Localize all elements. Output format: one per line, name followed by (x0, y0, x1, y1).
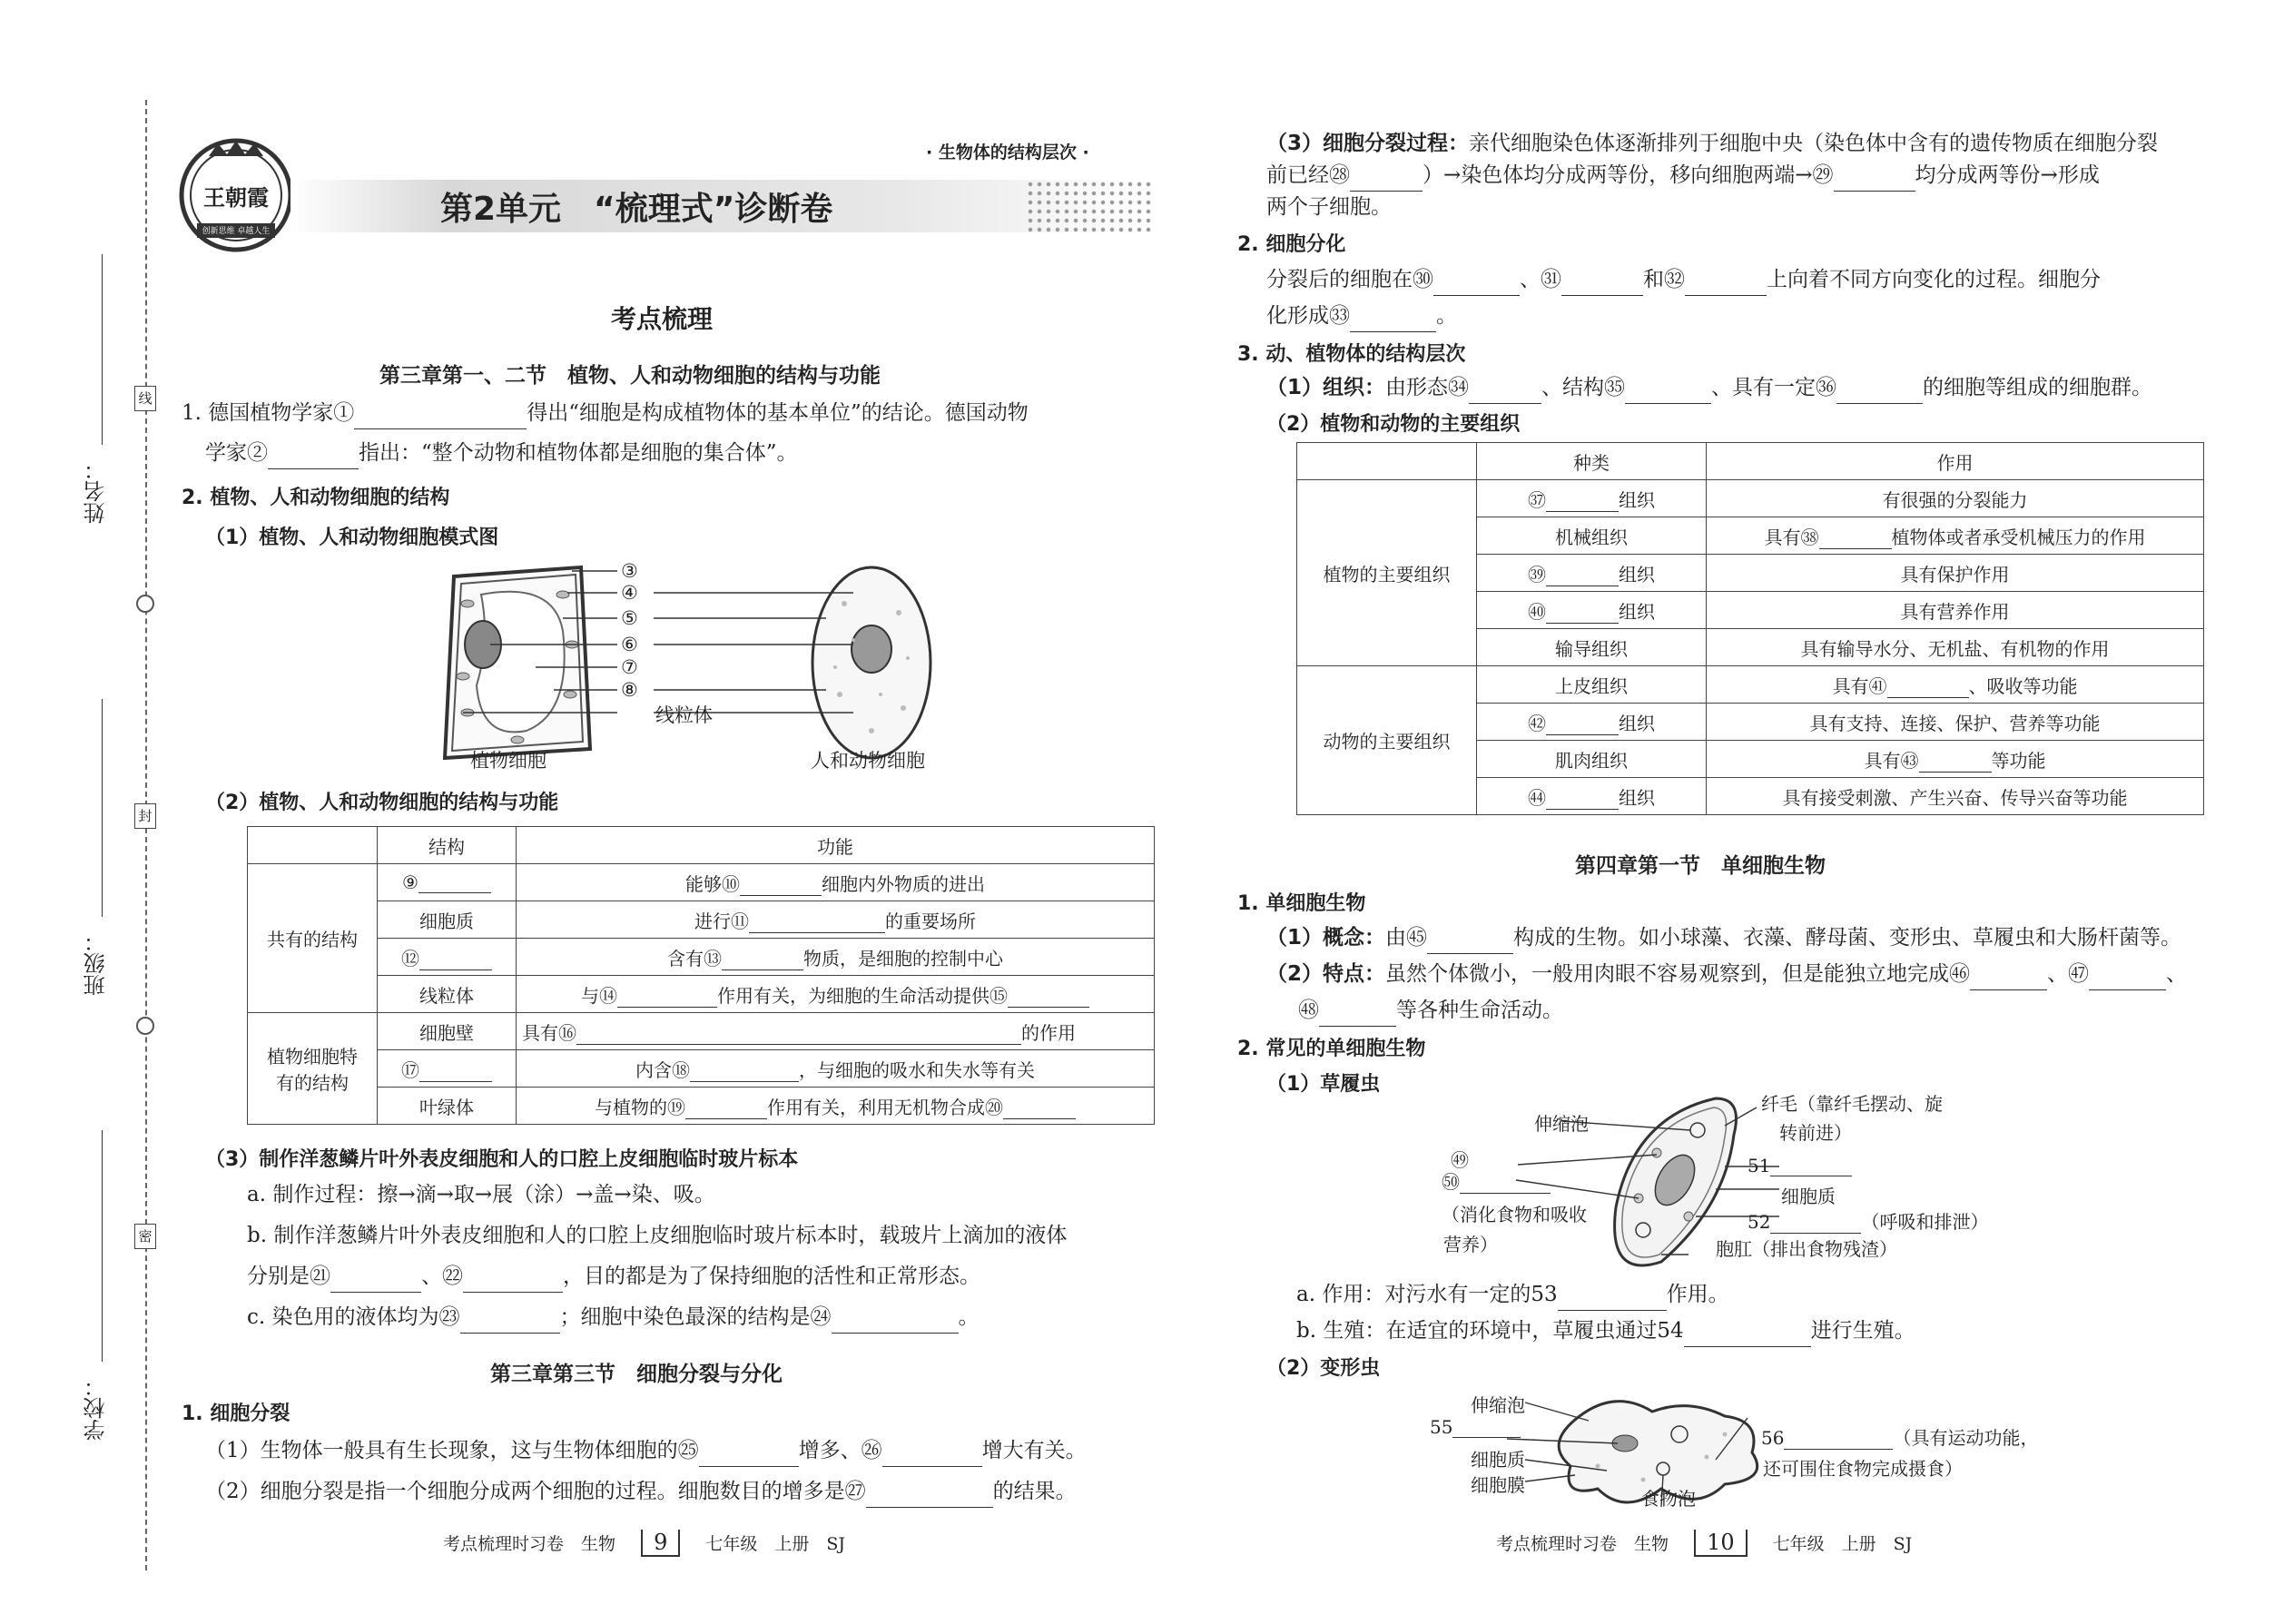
fig-label-5: ⑤ (621, 607, 638, 629)
group-plant-tissue: 植物的主要组织 (1297, 480, 1477, 666)
fig-label-8: ⑧ (621, 679, 638, 701)
seal-mi: 密 (134, 1224, 156, 1249)
q1-line2: 学家② 指出：“整个动物和植物体都是细胞的集合体”。 (205, 437, 798, 469)
uni-feature-line2: ㊽ 等各种生命活动。 (1298, 994, 1563, 1027)
paramecium-title: （1）草履虫 (1266, 1073, 1381, 1096)
common-uni-title: 2. 常见的单细胞生物 (1237, 1038, 1426, 1060)
amoeba-56: 56 （具有运动功能， (1761, 1427, 2039, 1449)
r-division-3-line1: （3）细胞分裂过程：亲代细胞染色体逐渐排列于细胞中央（染色体中含有的遗传物质在细胞分裂 (1266, 132, 2159, 155)
caption-plant-cell: 植物细胞 (470, 750, 546, 772)
th-role: 作用 (1707, 443, 2204, 480)
diff-line1: 分裂后的细胞在㉚ 、㉛ 和㉜ 上向着不同方向变化的过程。细胞分 (1266, 263, 2101, 296)
q-division-2: （2）细胞分裂是指一个细胞分成两个细胞的过程。细胞数目的增多是㉗ 的结果。 (205, 1475, 1077, 1508)
page-number: 9 (641, 1530, 680, 1557)
caption-animal-cell: 人和动物细胞 (811, 750, 925, 772)
q-division-1: （1）生物体一般具有生长现象，这与生物体细胞的㉕ 增多、㉖ 增大有关。 (205, 1434, 1087, 1467)
q2-1-title: （1）植物、人和动物细胞模式图 (205, 527, 499, 549)
step-b-line2: 分别是㉑ 、㉒ ，目的都是为了保持细胞的活性和正常形态。 (247, 1260, 980, 1293)
binding-dashed-line (145, 100, 147, 1570)
group-common: 共有的结构 (248, 864, 378, 1013)
r-division-3-line2: 前已经㉘ ）→染色体均分成两等份，移向细胞两端→㉙ 均分成两等份→形成 (1266, 159, 2100, 192)
para-cilia-2: 转前进） (1779, 1122, 1852, 1144)
right-footer: 考点梳理时习卷 生物 10 七年级 上册 SJ (1496, 1530, 1913, 1555)
q2-2-title: （2）植物、人和动物细胞的结构与功能 (205, 792, 559, 814)
levels-title: 3. 动、植物体的结构层次 (1237, 343, 1466, 366)
para-49: ㊾ (1451, 1149, 1469, 1171)
amoeba-shrink: 伸缩泡 (1471, 1394, 1525, 1416)
uni-title: 1. 单细胞生物 (1237, 892, 1366, 915)
para-use: a. 作用：对污水有一定的53 作用。 (1296, 1278, 1729, 1311)
amoeba-icon (1452, 1380, 1961, 1525)
para-digest-2: 营养） (1443, 1234, 1498, 1255)
tissue-table: 种类 作用 植物的主要组织 ㊲ 组织 有很强的分裂能力 机械组织 具有㊳ 植物体或者承受机械压力的作用 ㊴ 组织 具有保护作用 ㊵ 组织 具有营养作用 输导组织 具有输导水分、无机盐、有机物的作用 动物的主要组织 上皮组织 具有㊶ 、吸收等功能 ㊷ 组织 具有支持、连接、保护、营养等功能 肌肉组织 具有㊸ 等功能 ㊹ 组织 具有接受刺激、产生兴奋、传导兴奋等功能 (1296, 442, 2204, 815)
step-c: c. 染色用的液体均为㉓ ；细胞中染色最深的结构是㉔ 。 (247, 1301, 980, 1334)
uni-concept: （1）概念：由㊺ 构成的生物。如小球藻、衣藻、酵母菌、变形虫、草履虫和大肠杆菌等。 (1266, 921, 2181, 954)
para-cyto: 细胞质 (1781, 1186, 1836, 1207)
para-anal: 胞肛（排出食物残渣） (1716, 1238, 1897, 1260)
th-structure: 结构 (378, 827, 517, 864)
name-label: 姓名： (84, 458, 109, 524)
fig-label-6: ⑥ (621, 634, 638, 655)
school-label: 学校： (84, 1375, 109, 1441)
section-title-cell: 第三章第一、二节 植物、人和动物细胞的结构与功能 (379, 364, 881, 388)
cell-structure-table: 结构 功能 共有的结构 ⑨ 能够⑩ 细胞内外物质的进出 细胞质 进行⑪ 的重要场所 ⑫ 含有⑬ 物质，是细胞的控制中心 线粒体 与⑭ 作用有关，为细胞的生命活动提供⑮ 植物细胞特 有的结构 细胞壁 具有⑯ 的作用 ⑰ 内含⑱ ，与细胞的吸水和失水等有关 叶绿体 与植物的⑲ 作用有关，利用无机物合成⑳ (247, 826, 1155, 1125)
tissue-table-title: （2）植物和动物的主要组织 (1266, 413, 1521, 436)
para-repro: b. 生殖：在适宜的环境中，草履虫通过54 进行生殖。 (1296, 1314, 1915, 1347)
step-b-line1: b. 制作洋葱鳞片叶外表皮细胞和人的口腔上皮细胞临时玻片标本时，载玻片上滴加的液体 (247, 1224, 1068, 1247)
name-field[interactable] (102, 254, 103, 445)
para-cilia-1: 纤毛（靠纤毛摆动、旋 (1761, 1093, 1943, 1115)
q2-title: 2. 植物、人和动物细胞的结构 (182, 487, 450, 509)
logo-motto: 创新思维 卓越人生 (202, 227, 271, 236)
class-field[interactable] (102, 699, 103, 917)
blank-2[interactable] (268, 445, 359, 469)
animal-cell-icon (812, 567, 930, 758)
para-51: 51 (1748, 1155, 1852, 1176)
unit-title: 第2单元 “梳理式”诊断卷 (440, 191, 833, 228)
para-digest-1: （消化食物和吸收 (1442, 1204, 1587, 1225)
section-title-division: 第三章第三节 细胞分裂与分化 (490, 1363, 783, 1386)
logo-brand-text: 王朝霞 (203, 184, 269, 211)
binding-hole (136, 1017, 154, 1035)
amoeba-title: （2）变形虫 (1266, 1357, 1381, 1380)
binding-hole (136, 595, 154, 613)
fig-label-3: ③ (621, 560, 638, 582)
th-function: 功能 (517, 827, 1155, 864)
q2-3-title: （3）制作洋葱鳞片叶外表皮细胞和人的口腔上皮细胞临时玻片标本 (205, 1148, 799, 1171)
diff-line2: 化形成㉝ 。 (1266, 300, 1457, 332)
fig-label-7: ⑦ (621, 656, 638, 678)
section-title-unicellular: 第四章第一节 单细胞生物 (1575, 854, 1826, 878)
step-a: a. 制作过程：擦→滴→取→展（涂）→盖→染、吸。 (247, 1183, 715, 1206)
q-division-title: 1. 细胞分裂 (182, 1403, 290, 1425)
school-field[interactable] (102, 1130, 103, 1362)
seal-xian: 线 (134, 386, 156, 411)
r-division-3-line3: 两个子细胞。 (1266, 195, 1392, 219)
page-number: 10 (1694, 1530, 1748, 1557)
brand-logo (177, 136, 295, 254)
diff-title: 2. 细胞分化 (1237, 233, 1346, 256)
tissue-def: （1）组织：由形态㉞ 、结构㉟ 、具有一定㊱ 的细胞等组成的细胞群。 (1266, 371, 2152, 404)
th-kind: 种类 (1477, 443, 1707, 480)
left-footer: 考点梳理时习卷 生物 9 七年级 上册 SJ (443, 1530, 846, 1555)
checker-pattern (1026, 180, 1153, 232)
blank-1[interactable] (354, 405, 527, 429)
fig-label-mito: 线粒体 (655, 704, 713, 726)
cell-diagram (427, 558, 971, 776)
amoeba-mem: 细胞膜 (1471, 1474, 1525, 1496)
group-animal-tissue: 动物的主要组织 (1297, 666, 1477, 815)
amoeba-move-2: 还可围住食物完成摄食） (1763, 1458, 1963, 1480)
q1-line1: 1. 德国植物学家① 得出“细胞是构成植物体的基本单位”的结论。德国动物 (182, 397, 1029, 429)
amoeba-food: 食物泡 (1641, 1488, 1696, 1510)
para-50: ㊿ (1442, 1167, 1551, 1194)
group-plant-only: 植物细胞特 有的结构 (248, 1013, 378, 1125)
fig-label-4: ④ (621, 582, 638, 604)
heading-kaodian: 考点梳理 (611, 304, 714, 334)
para-shrink: 伸缩泡 (1534, 1113, 1589, 1135)
amoeba-55: 55 (1430, 1416, 1521, 1438)
para-52: 52 （呼吸和排泄） (1748, 1211, 1989, 1233)
amoeba-cyto: 细胞质 (1471, 1449, 1525, 1471)
uni-feature-line1: （2）特点：虽然个体微小，一般用肉眼不容易观察到，但是能独立地完成㊻ 、㊼ 、 (1266, 958, 2187, 990)
class-label: 班级： (84, 930, 109, 996)
topic-tag: · 生物体的结构层次 · (926, 143, 1089, 162)
plant-cell-icon (445, 567, 590, 758)
seal-feng: 封 (134, 803, 156, 829)
